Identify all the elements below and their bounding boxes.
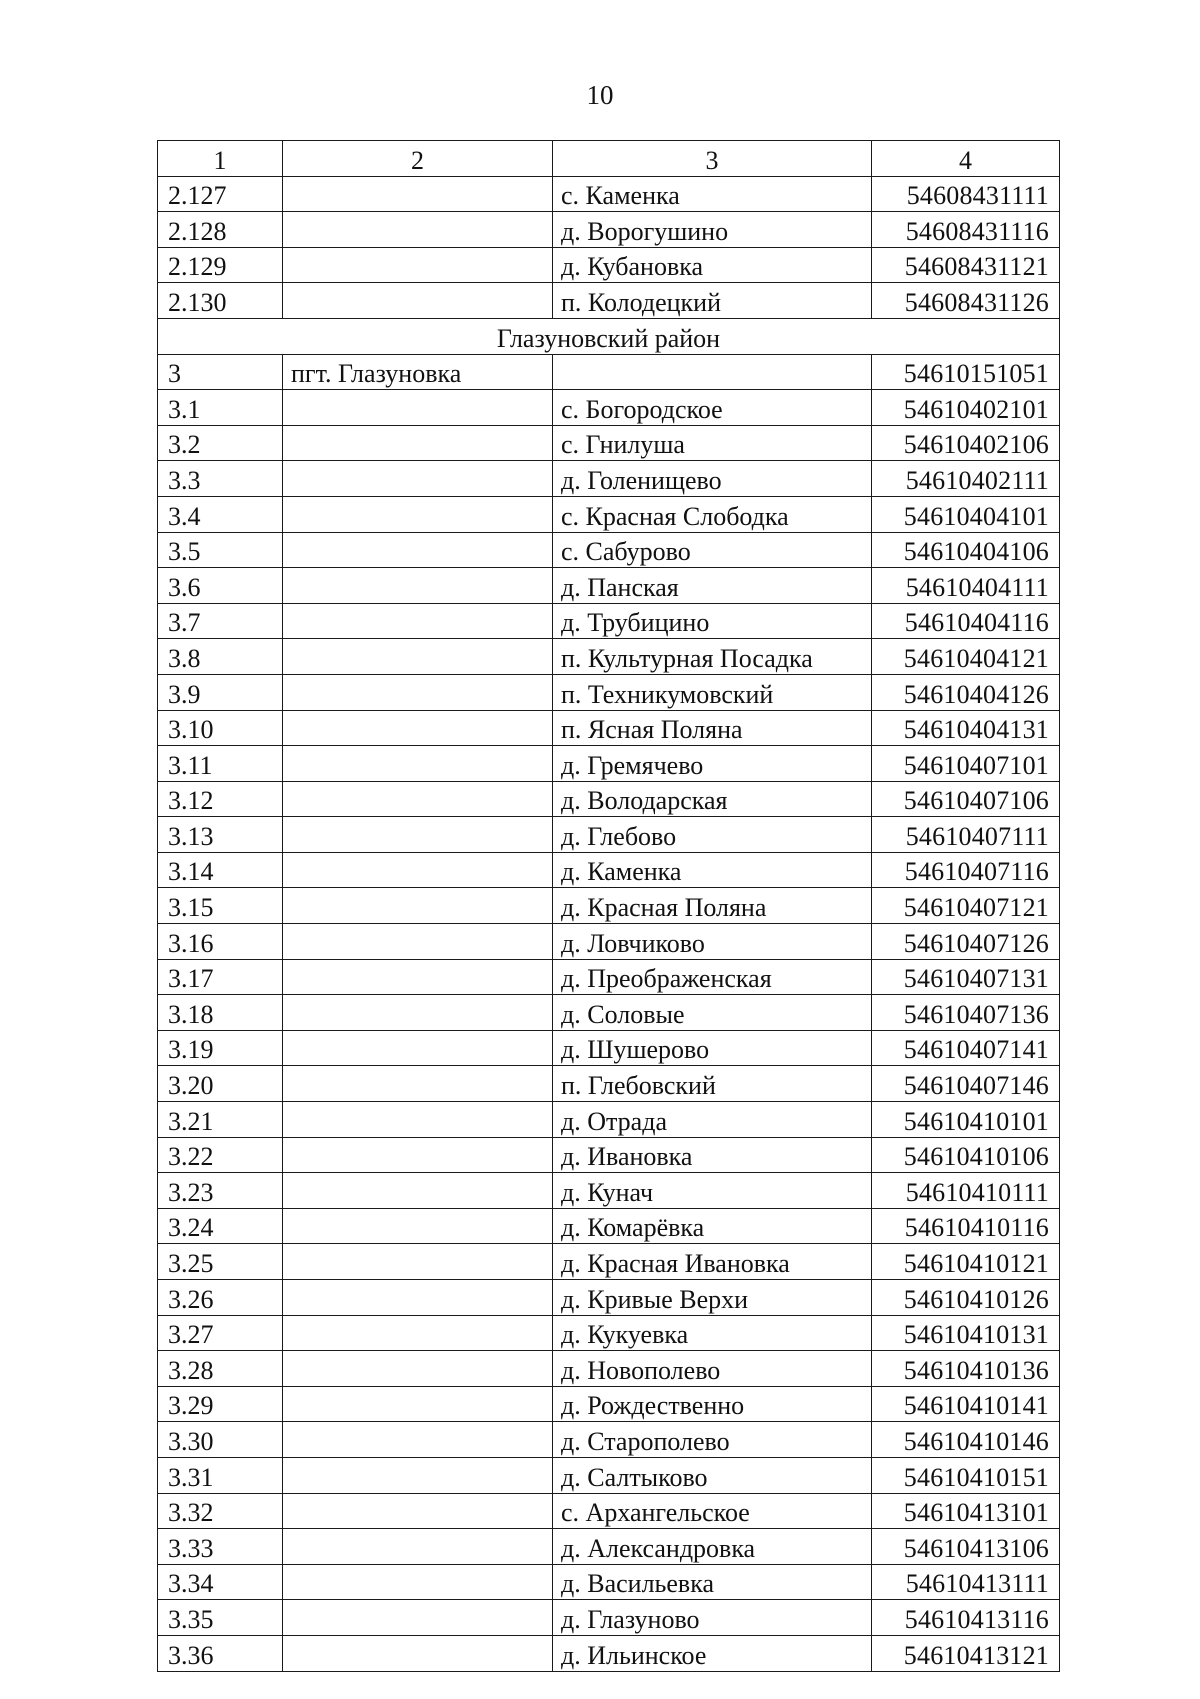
header-cell-2: 2 <box>283 141 553 177</box>
row-number-cell: 3.30 <box>158 1422 283 1458</box>
oktmo-code-cell: 54610407141 <box>872 1030 1060 1066</box>
district-cell <box>283 1635 553 1671</box>
oktmo-code-cell: 54610402111 <box>872 461 1060 497</box>
oktmo-code-cell: 54610407126 <box>872 924 1060 960</box>
row-number-cell: 3.24 <box>158 1208 283 1244</box>
oktmo-code-cell: 54610410111 <box>872 1173 1060 1209</box>
locality-cell: с. Сабурово <box>553 532 872 568</box>
locality-cell: д. Соловые <box>553 995 872 1031</box>
district-cell <box>283 959 553 995</box>
table-row <box>158 995 1060 1031</box>
district-cell <box>283 1244 553 1280</box>
locality-cell: д. Ворогушино <box>553 212 872 248</box>
locality-cell: с. Богородское <box>553 390 872 426</box>
locality-cell: с. Гнилуша <box>553 425 872 461</box>
locality-cell: д. Красная Поляна <box>553 888 872 924</box>
table-row <box>158 1529 1060 1565</box>
district-cell <box>283 888 553 924</box>
district-cell <box>283 1208 553 1244</box>
table-row <box>158 1564 1060 1600</box>
settlement-code-table <box>157 140 1060 1672</box>
oktmo-code-cell: 54610404101 <box>872 496 1060 532</box>
table-row <box>158 532 1060 568</box>
row-number-cell: 3.25 <box>158 1244 283 1280</box>
table-row <box>158 1173 1060 1209</box>
locality-cell: д. Панская <box>553 568 872 604</box>
oktmo-code-cell: 54610410146 <box>872 1422 1060 1458</box>
row-number-cell: 3.14 <box>158 852 283 888</box>
district-cell <box>283 639 553 675</box>
district-cell <box>283 1030 553 1066</box>
oktmo-code-cell: 54608431111 <box>872 176 1060 212</box>
locality-cell: д. Кукуевка <box>553 1315 872 1351</box>
locality-cell: д. Трубицино <box>553 603 872 639</box>
row-number-cell: 3.34 <box>158 1564 283 1600</box>
row-number-cell: 3.26 <box>158 1280 283 1316</box>
locality-cell: п. Культурная Посадка <box>553 639 872 675</box>
oktmo-code-cell: 54610413101 <box>872 1493 1060 1529</box>
table-row <box>158 461 1060 497</box>
district-cell <box>283 710 553 746</box>
row-number-cell: 3.31 <box>158 1457 283 1493</box>
oktmo-code-cell: 54610407136 <box>872 995 1060 1031</box>
oktmo-code-cell: 54610407131 <box>872 959 1060 995</box>
locality-cell: п. Ясная Поляна <box>553 710 872 746</box>
header-cell-4: 4 <box>872 141 1060 177</box>
page-number: 10 <box>586 80 614 110</box>
table-row <box>158 1030 1060 1066</box>
district-cell <box>283 1386 553 1422</box>
section-row <box>158 318 1060 354</box>
table-row <box>158 710 1060 746</box>
table-row <box>158 746 1060 782</box>
oktmo-code-cell: 54610407146 <box>872 1066 1060 1102</box>
locality-cell: п. Колодецкий <box>553 283 872 319</box>
locality-cell: д. Александровка <box>553 1529 872 1565</box>
table-row <box>158 1102 1060 1138</box>
district-cell <box>283 247 553 283</box>
oktmo-code-cell: 54610410131 <box>872 1315 1060 1351</box>
header-cell-1: 1 <box>158 141 283 177</box>
oktmo-code-cell: 54610407111 <box>872 817 1060 853</box>
table-row <box>158 1280 1060 1316</box>
district-cell <box>283 176 553 212</box>
locality-cell: д. Глебово <box>553 817 872 853</box>
district-cell <box>283 781 553 817</box>
district-cell <box>283 1457 553 1493</box>
locality-cell: с. Красная Слободка <box>553 496 872 532</box>
district-cell <box>283 1280 553 1316</box>
row-number-cell: 3.35 <box>158 1600 283 1636</box>
district-cell <box>283 924 553 960</box>
row-number-cell: 3.28 <box>158 1351 283 1387</box>
row-number-cell: 3.10 <box>158 710 283 746</box>
table-row <box>158 888 1060 924</box>
oktmo-code-cell: 54610407101 <box>872 746 1060 782</box>
row-number-cell: 3.7 <box>158 603 283 639</box>
row-number-cell: 3.22 <box>158 1137 283 1173</box>
locality-cell: д. Глазуново <box>553 1600 872 1636</box>
row-number-cell: 3.16 <box>158 924 283 960</box>
row-number-cell: 3.29 <box>158 1386 283 1422</box>
table-row <box>158 354 1060 390</box>
table-row <box>158 674 1060 710</box>
locality-cell: д. Отрада <box>553 1102 872 1138</box>
locality-cell: д. Шушерово <box>553 1030 872 1066</box>
table-row <box>158 1600 1060 1636</box>
oktmo-code-cell: 54610404126 <box>872 674 1060 710</box>
district-cell <box>283 1493 553 1529</box>
row-number-cell: 2.129 <box>158 247 283 283</box>
table-body <box>158 141 1060 1672</box>
row-number-cell: 3.12 <box>158 781 283 817</box>
oktmo-code-cell: 54610410121 <box>872 1244 1060 1280</box>
table-row <box>158 924 1060 960</box>
oktmo-code-cell: 54608431116 <box>872 212 1060 248</box>
oktmo-code-cell: 54610404131 <box>872 710 1060 746</box>
row-number-cell: 2.130 <box>158 283 283 319</box>
table-row <box>158 1208 1060 1244</box>
table-row <box>158 1244 1060 1280</box>
section-title: Глазуновский район <box>158 318 1060 354</box>
district-cell <box>283 1315 553 1351</box>
row-number-cell: 3.17 <box>158 959 283 995</box>
locality-cell: п. Техникумовский <box>553 674 872 710</box>
row-number-cell: 3.13 <box>158 817 283 853</box>
oktmo-code-cell: 54610410116 <box>872 1208 1060 1244</box>
table-row <box>158 781 1060 817</box>
district-cell <box>283 603 553 639</box>
row-number-cell: 3.4 <box>158 496 283 532</box>
oktmo-code-cell: 54608431121 <box>872 247 1060 283</box>
row-number-cell: 2.127 <box>158 176 283 212</box>
district-cell <box>283 1351 553 1387</box>
row-number-cell: 3 <box>158 354 283 390</box>
district-cell <box>283 817 553 853</box>
table-row <box>158 1386 1060 1422</box>
oktmo-code-cell: 54610413106 <box>872 1529 1060 1565</box>
locality-cell: с. Каменка <box>553 176 872 212</box>
district-cell <box>283 1102 553 1138</box>
table-row <box>158 176 1060 212</box>
table-row <box>158 1457 1060 1493</box>
table-row <box>158 1635 1060 1671</box>
row-number-cell: 3.21 <box>158 1102 283 1138</box>
table-row <box>158 425 1060 461</box>
district-cell <box>283 496 553 532</box>
district-cell <box>283 212 553 248</box>
oktmo-code-cell: 54610404111 <box>872 568 1060 604</box>
header-cell-3: 3 <box>553 141 872 177</box>
district-cell <box>283 1137 553 1173</box>
row-number-cell: 3.15 <box>158 888 283 924</box>
table-row <box>158 283 1060 319</box>
table-row <box>158 852 1060 888</box>
locality-cell: д. Гремячево <box>553 746 872 782</box>
table-row <box>158 817 1060 853</box>
oktmo-code-cell: 54610407106 <box>872 781 1060 817</box>
table-row <box>158 603 1060 639</box>
locality-cell: д. Рождественно <box>553 1386 872 1422</box>
oktmo-code-cell: 54610410126 <box>872 1280 1060 1316</box>
table-row <box>158 212 1060 248</box>
row-number-cell: 3.20 <box>158 1066 283 1102</box>
oktmo-code-cell: 54610404106 <box>872 532 1060 568</box>
table-row <box>158 496 1060 532</box>
table-row <box>158 568 1060 604</box>
district-cell <box>283 852 553 888</box>
row-number-cell: 3.6 <box>158 568 283 604</box>
district-cell <box>283 1529 553 1565</box>
district-cell <box>283 283 553 319</box>
row-number-cell: 3.1 <box>158 390 283 426</box>
locality-cell: д. Кубановка <box>553 247 872 283</box>
district-cell <box>283 746 553 782</box>
row-number-cell: 3.9 <box>158 674 283 710</box>
table-row <box>158 639 1060 675</box>
oktmo-code-cell: 54610410136 <box>872 1351 1060 1387</box>
table-row <box>158 1493 1060 1529</box>
oktmo-code-cell: 54610151051 <box>872 354 1060 390</box>
locality-cell: д. Преображенская <box>553 959 872 995</box>
oktmo-code-cell: 54610410106 <box>872 1137 1060 1173</box>
oktmo-code-cell: 54608431126 <box>872 283 1060 319</box>
locality-cell: д. Новополево <box>553 1351 872 1387</box>
table-row <box>158 1066 1060 1102</box>
district-cell <box>283 532 553 568</box>
locality-cell: с. Архангельское <box>553 1493 872 1529</box>
district-cell <box>283 425 553 461</box>
row-number-cell: 3.32 <box>158 1493 283 1529</box>
row-number-cell: 3.8 <box>158 639 283 675</box>
oktmo-code-cell: 54610410151 <box>872 1457 1060 1493</box>
oktmo-code-cell: 54610407116 <box>872 852 1060 888</box>
district-cell <box>283 995 553 1031</box>
locality-cell: д. Комарёвка <box>553 1208 872 1244</box>
locality-cell: д. Голенищево <box>553 461 872 497</box>
row-number-cell: 3.3 <box>158 461 283 497</box>
oktmo-code-cell: 54610404116 <box>872 603 1060 639</box>
locality-cell <box>553 354 872 390</box>
locality-cell: д. Салтыково <box>553 1457 872 1493</box>
oktmo-code-cell: 54610402101 <box>872 390 1060 426</box>
locality-cell: д. Кунач <box>553 1173 872 1209</box>
district-cell <box>283 1564 553 1600</box>
district-cell <box>283 1066 553 1102</box>
table-row <box>158 247 1060 283</box>
locality-cell: д. Старополево <box>553 1422 872 1458</box>
oktmo-code-cell: 54610407121 <box>872 888 1060 924</box>
oktmo-code-cell: 54610413111 <box>872 1564 1060 1600</box>
table-row <box>158 959 1060 995</box>
table-row <box>158 1351 1060 1387</box>
locality-cell: д. Васильевка <box>553 1564 872 1600</box>
locality-cell: д. Каменка <box>553 852 872 888</box>
district-cell <box>283 461 553 497</box>
district-cell: пгт. Глазуновка <box>283 354 553 390</box>
row-number-cell: 3.11 <box>158 746 283 782</box>
table-header-row <box>158 141 1060 177</box>
table-row <box>158 1315 1060 1351</box>
locality-cell: д. Кривые Верхи <box>553 1280 872 1316</box>
locality-cell: д. Ловчиково <box>553 924 872 960</box>
row-number-cell: 3.33 <box>158 1529 283 1565</box>
oktmo-code-cell: 54610404121 <box>872 639 1060 675</box>
locality-cell: д. Ильинское <box>553 1635 872 1671</box>
oktmo-code-cell: 54610413116 <box>872 1600 1060 1636</box>
district-cell <box>283 568 553 604</box>
locality-cell: д. Ивановка <box>553 1137 872 1173</box>
oktmo-code-cell: 54610410101 <box>872 1102 1060 1138</box>
row-number-cell: 3.2 <box>158 425 283 461</box>
row-number-cell: 3.19 <box>158 1030 283 1066</box>
district-cell <box>283 674 553 710</box>
row-number-cell: 3.36 <box>158 1635 283 1671</box>
row-number-cell: 3.18 <box>158 995 283 1031</box>
oktmo-code-cell: 54610413121 <box>872 1635 1060 1671</box>
row-number-cell: 3.5 <box>158 532 283 568</box>
locality-cell: п. Глебовский <box>553 1066 872 1102</box>
row-number-cell: 3.23 <box>158 1173 283 1209</box>
oktmo-code-cell: 54610402106 <box>872 425 1060 461</box>
locality-cell: д. Красная Ивановка <box>553 1244 872 1280</box>
row-number-cell: 3.27 <box>158 1315 283 1351</box>
district-cell <box>283 1600 553 1636</box>
table-row <box>158 390 1060 426</box>
table-row <box>158 1422 1060 1458</box>
locality-cell: д. Володарская <box>553 781 872 817</box>
district-cell <box>283 1173 553 1209</box>
table-row <box>158 1137 1060 1173</box>
row-number-cell: 2.128 <box>158 212 283 248</box>
oktmo-code-cell: 54610410141 <box>872 1386 1060 1422</box>
district-cell <box>283 390 553 426</box>
district-cell <box>283 1422 553 1458</box>
